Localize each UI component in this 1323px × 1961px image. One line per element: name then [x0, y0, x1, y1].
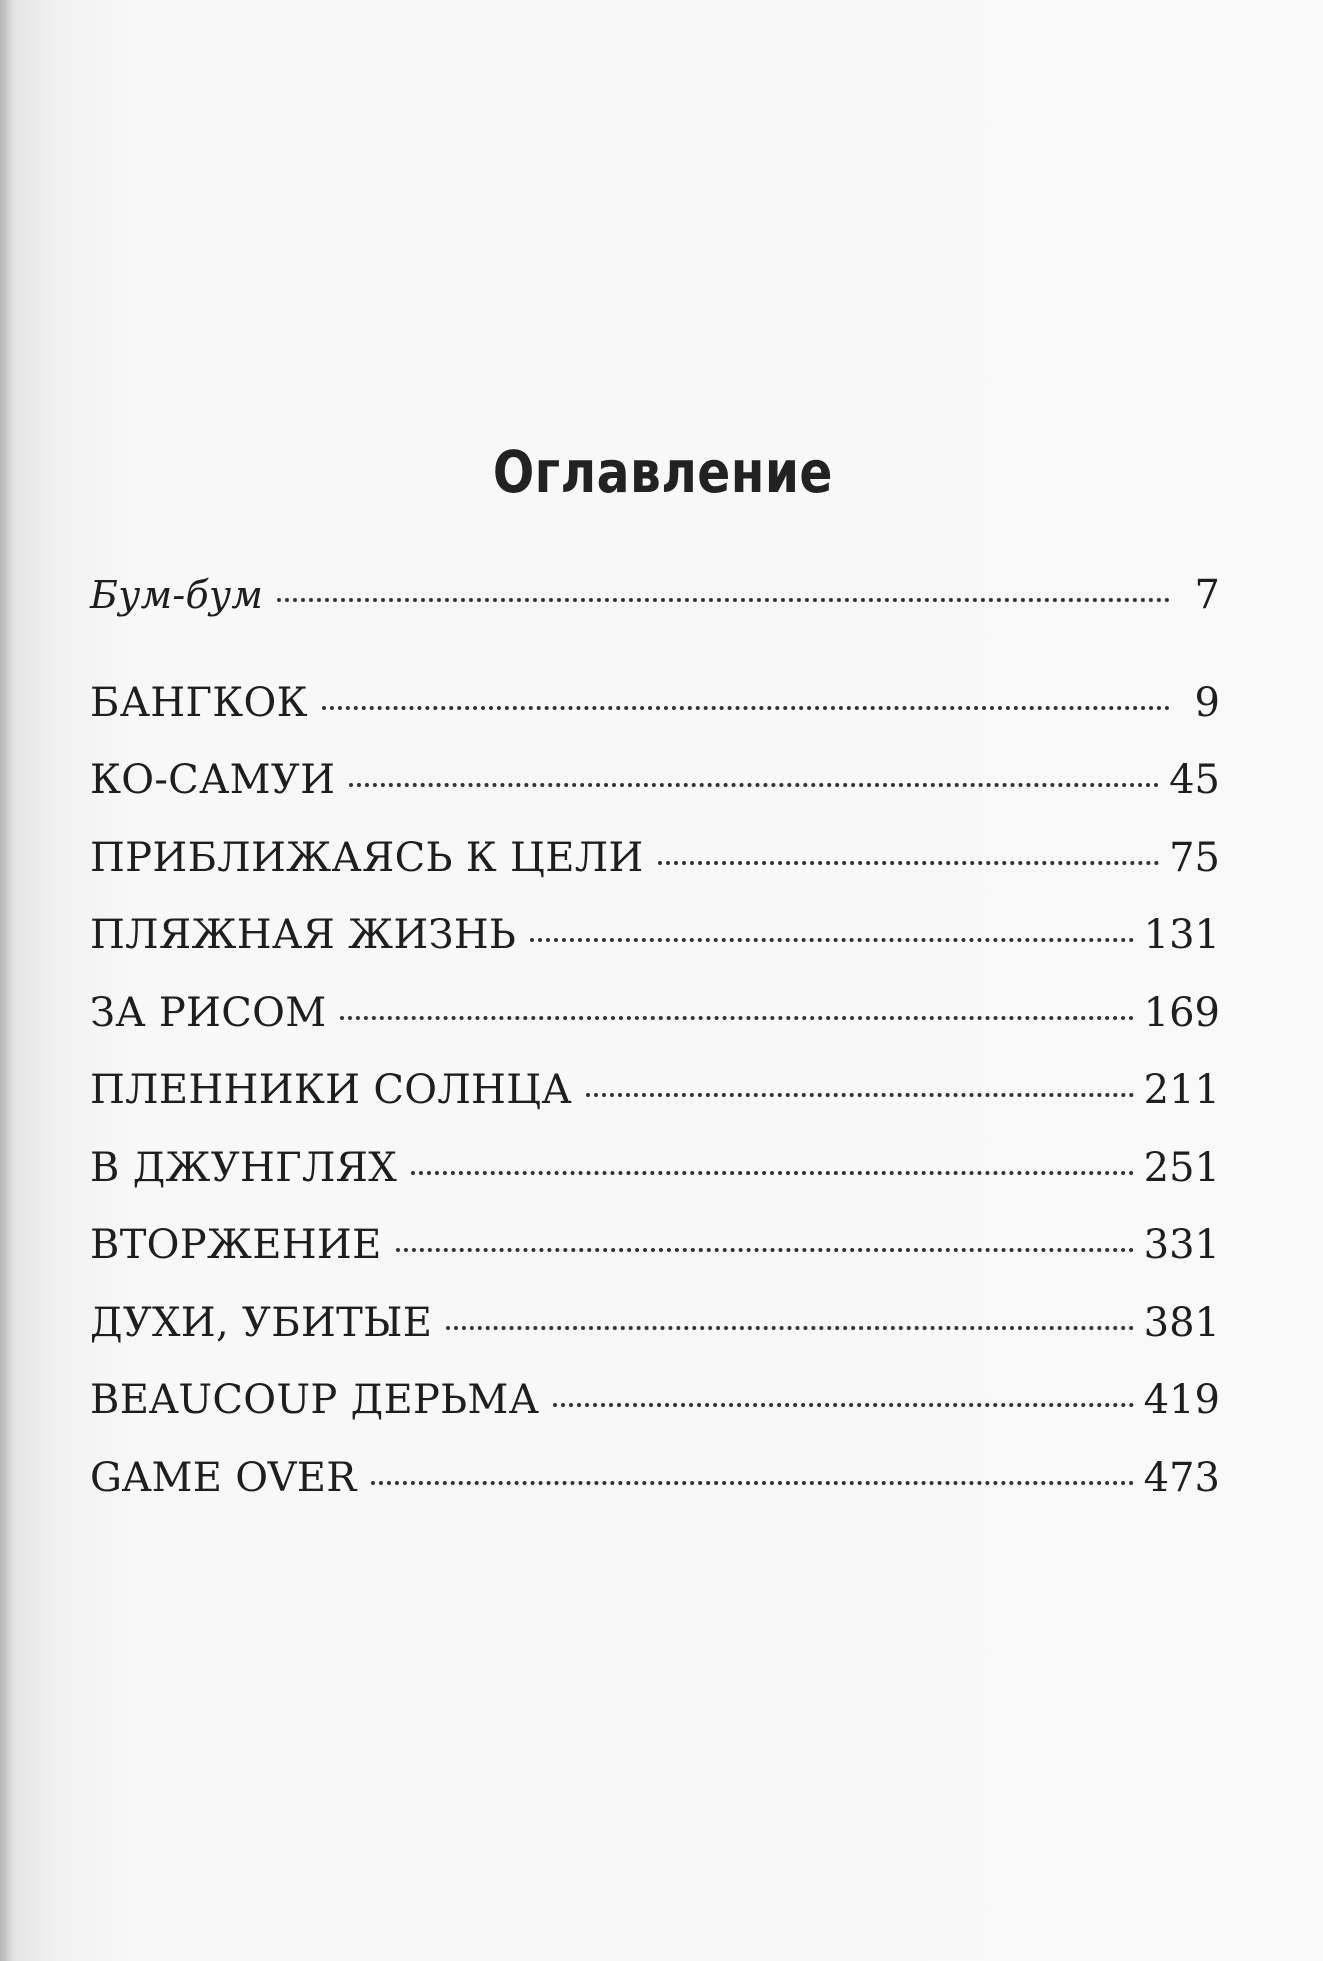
toc-entry-label: КО-САМУИ: [90, 757, 336, 803]
toc-entry-page-number: 7: [1194, 572, 1220, 618]
toc-entry-spirits-killed: [90, 1300, 1220, 1378]
toc-entry-page-number: 381: [1143, 1299, 1220, 1346]
toc-entry-approaching-goal: [90, 835, 1220, 913]
dot-leader: [277, 598, 1170, 602]
toc-entry-label: ЗА РИСОМ: [90, 989, 327, 1036]
toc-entry-label: ПРИБЛИЖАЯСЬ К ЦЕЛИ: [90, 834, 644, 881]
toc-entry-label: Бум-бум: [90, 573, 264, 617]
toc-entry-ko-samui: [90, 757, 1220, 835]
toc-entry-page-number: 169: [1143, 989, 1220, 1036]
toc-entry-label: GAME OVER: [90, 1454, 357, 1501]
toc-entry-page-number: 211: [1143, 1067, 1220, 1113]
toc-entry-page-number: 473: [1143, 1454, 1220, 1501]
dot-leader: [349, 783, 1159, 787]
dot-leader: [446, 1326, 1133, 1330]
toc-title: Оглавление: [492, 438, 833, 506]
dot-leader: [396, 1248, 1134, 1252]
toc-entry-page-number: 75: [1169, 834, 1220, 881]
dot-leader: [658, 861, 1160, 865]
dot-leader: [340, 1016, 1133, 1020]
dot-leader: [553, 1403, 1133, 1407]
toc-entry-label: БАНГКОК: [90, 679, 308, 726]
toc-entry-page-number: 251: [1143, 1144, 1220, 1191]
toc-entry-in-jungle: [90, 1145, 1220, 1223]
dot-leader: [530, 938, 1133, 942]
toc-entry-prologue: [90, 572, 1220, 650]
toc-entry-for-rice: [90, 990, 1220, 1068]
toc-entry-label: BEAUCOUP ДЕРЬМА: [90, 1377, 540, 1423]
toc-entry-bangkok: [90, 680, 1220, 758]
toc-entry-game-over: [90, 1455, 1220, 1533]
toc-entry-page-number: 45: [1169, 757, 1220, 803]
toc-entry-beaucoup: [90, 1377, 1220, 1455]
page-gutter-shadow: [0, 0, 12, 1961]
toc-entry-label: ПЛЯЖНАЯ ЖИЗНЬ: [90, 912, 517, 958]
toc-entry-label: ПЛЕННИКИ СОЛНЦА: [90, 1067, 572, 1113]
toc-entry-label: ДУХИ, УБИТЫЕ: [90, 1299, 433, 1346]
dot-leader: [371, 1481, 1134, 1485]
toc-entry-page-number: 331: [1143, 1222, 1220, 1268]
toc-entry-label: ВТОРЖЕНИЕ: [90, 1222, 382, 1268]
toc-list: [90, 572, 1220, 1532]
toc-entry-prisoners-of-sun: [90, 1067, 1220, 1145]
dot-leader: [322, 706, 1170, 710]
toc-entry-label: В ДЖУНГЛЯХ: [90, 1144, 398, 1191]
dot-leader: [411, 1171, 1134, 1175]
dot-leader: [586, 1093, 1134, 1097]
toc-entry-page-number: 131: [1143, 912, 1220, 958]
toc-entry-invasion: [90, 1222, 1220, 1300]
toc-entry-page-number: 9: [1194, 679, 1220, 726]
toc-entry-beach-life: [90, 912, 1220, 990]
toc-entry-page-number: 419: [1143, 1377, 1220, 1423]
